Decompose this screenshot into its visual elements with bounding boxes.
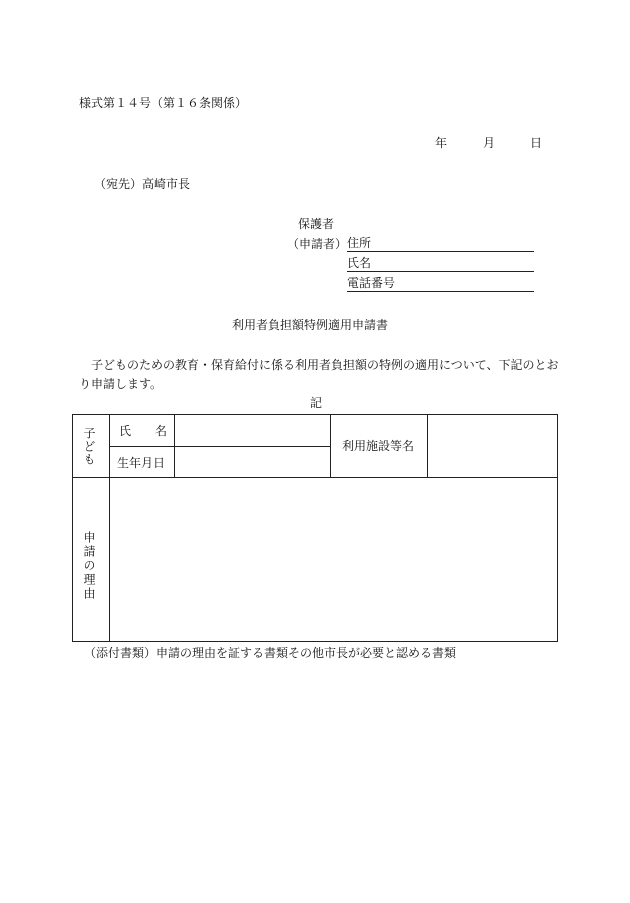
reason-label: 申請の理由 [82, 531, 96, 601]
date-day-label: 日 [530, 136, 543, 150]
guardian-label: 保護者 [298, 217, 335, 231]
body-text-line2: り申請します。 [79, 377, 163, 391]
applicant-label: （申請者） [287, 237, 348, 251]
address-field[interactable] [347, 237, 534, 252]
table-divider [330, 415, 331, 477]
date-year-label: 年 [435, 136, 448, 150]
ki-heading: 記 [310, 396, 323, 410]
document-title: 利用者負担額特例適用申請書 [232, 318, 389, 332]
facility-input[interactable] [428, 415, 557, 477]
phone-label: 電話番号 [347, 276, 396, 290]
reason-input[interactable] [110, 478, 557, 641]
name-label: 氏名 [347, 256, 372, 270]
child-name-input[interactable] [175, 415, 330, 446]
child-label: 子ども [82, 427, 96, 466]
facility-label: 利用施設等名 [342, 439, 415, 453]
child-name-label: 氏 名 [119, 424, 168, 438]
date-month-label: 月 [483, 136, 496, 150]
phone-field[interactable] [347, 277, 534, 292]
birthdate-label: 生年月日 [117, 456, 166, 470]
birthdate-input[interactable] [175, 447, 330, 477]
body-text-line1: 子どものための教育・保育給付に係る利用者負担額の特例の適用について、下記のとお [91, 358, 559, 372]
address-label: 住所 [347, 236, 372, 250]
form-number: 様式第１４号（第１６条関係） [79, 96, 248, 110]
addressee: （宛先）高崎市長 [94, 177, 191, 191]
name-field[interactable] [347, 257, 534, 272]
application-table [72, 414, 558, 642]
attachment-note: （添付書類）申請の理由を証する書類その他市長が必要と認める書類 [84, 646, 457, 660]
